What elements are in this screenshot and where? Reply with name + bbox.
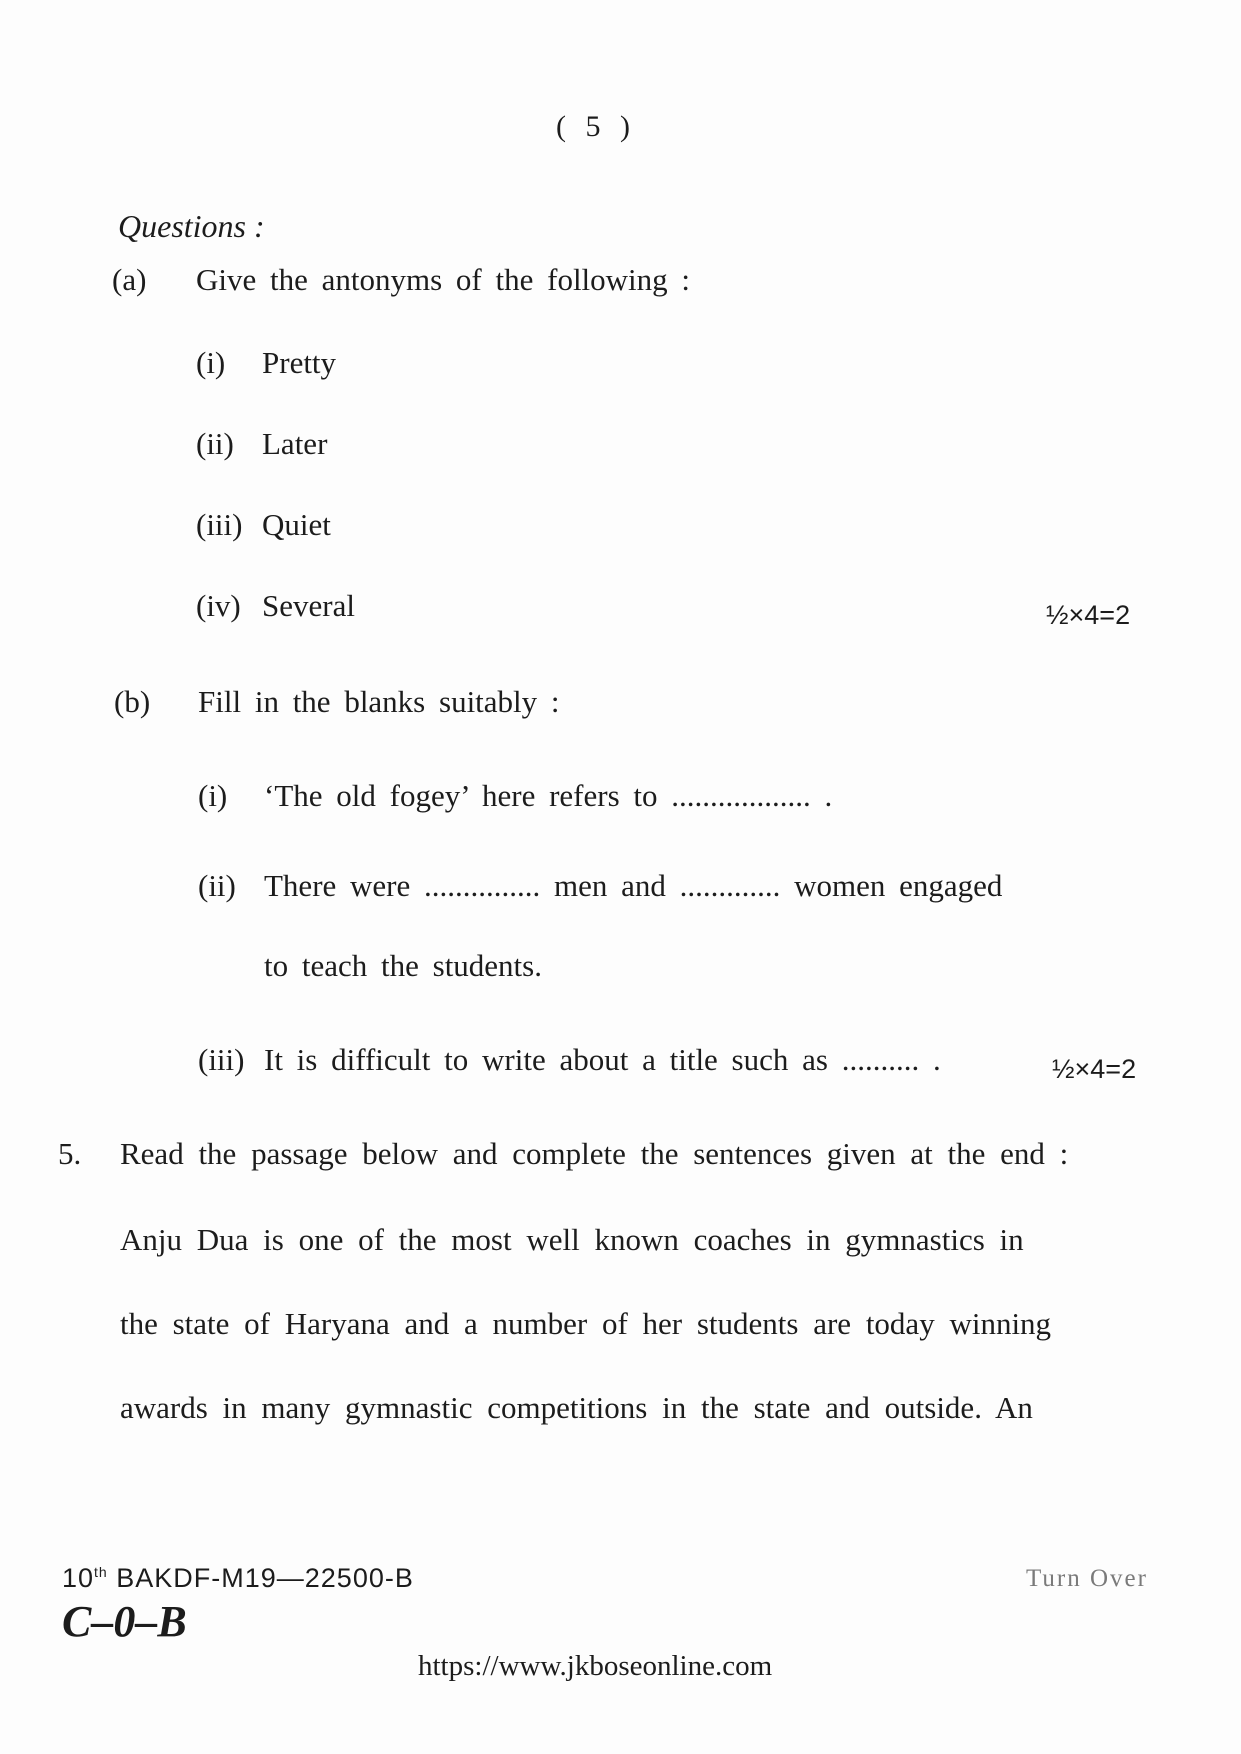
passage-line: Anju Dua is one of the most well known coaches in gymnastics in [120, 1222, 1024, 1257]
antonym-item-num: (iii) [196, 507, 243, 542]
source-url: https://www.jkboseonline.com [418, 1650, 773, 1682]
antonym-item-text: Quiet [262, 507, 331, 542]
passage-line: the state of Haryana and a number of her students are today winning [120, 1306, 1052, 1341]
fill-item-num: (i) [198, 778, 228, 813]
fill-item-text: There were ............... men and ............. women engaged [264, 868, 1003, 903]
part-a-marks: ½×4=2 [1046, 600, 1131, 630]
antonym-item-num: (ii) [196, 426, 234, 461]
question-5-instruction: Read the passage below and complete the sentences given at the end : [120, 1136, 1069, 1171]
part-b-marks: ½×4=2 [1052, 1054, 1137, 1084]
question-5-number: 5. [58, 1136, 82, 1171]
antonym-item-num: (iv) [196, 588, 241, 623]
fill-item-num: (iii) [198, 1042, 245, 1077]
fill-item-text: It is difficult to write about a title such as .......... . [264, 1042, 941, 1077]
antonym-item-text: Later [262, 426, 328, 461]
paper-code-rest: BAKDF-M19—22500-B [107, 1563, 414, 1593]
part-b-prompt: Fill in the blanks suitably : [198, 684, 560, 719]
part-a-label: (a) [112, 262, 147, 297]
fill-item-text: ‘The old fogey’ here refers to .................. . [264, 778, 833, 813]
passage-line: awards in many gymnastic competitions in the state and outside. An [120, 1390, 1033, 1425]
series-code: C–0–B [62, 1597, 187, 1646]
questions-heading: Questions : [118, 208, 265, 244]
antonym-item-num: (i) [196, 345, 226, 380]
antonym-item-text: Several [262, 588, 355, 623]
antonym-item-text: Pretty [262, 345, 337, 380]
turn-over-note: Turn Over [1026, 1565, 1148, 1592]
paper-code-sup: th [94, 1564, 108, 1580]
paper-code [62, 1563, 414, 1594]
fill-item-num: (ii) [198, 868, 236, 903]
part-b-label: (b) [114, 684, 151, 719]
page-number: ( 5 ) [556, 110, 636, 143]
paper-code-prefix: 10 [62, 1563, 95, 1593]
fill-item-continuation: to teach the students. [264, 948, 542, 983]
part-a-prompt: Give the antonyms of the following : [196, 262, 691, 297]
